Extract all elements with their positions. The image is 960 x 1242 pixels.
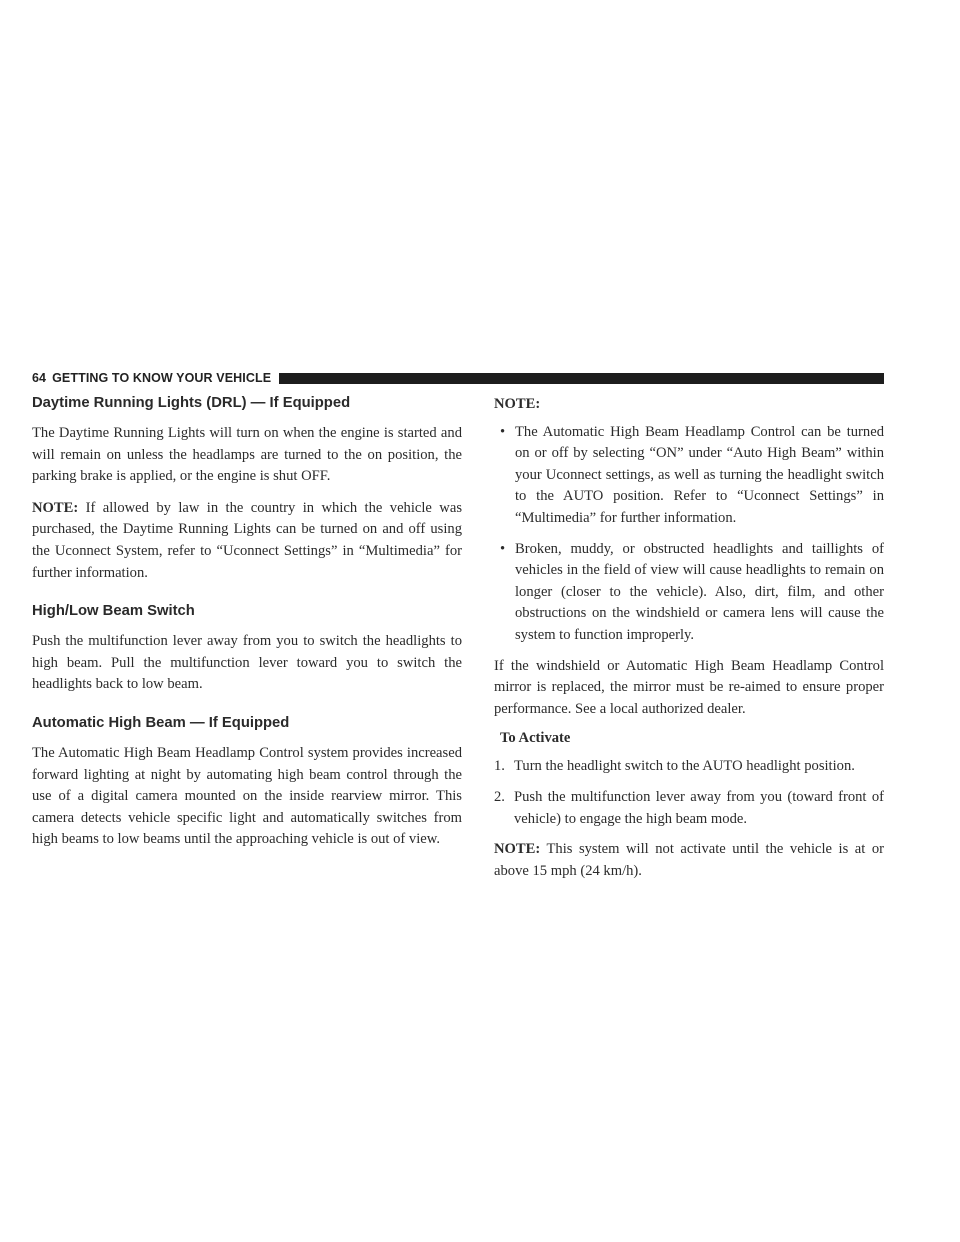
to-activate-heading: To Activate xyxy=(500,730,571,747)
step-number: 1. xyxy=(494,758,505,775)
drl-heading: Daytime Running Lights (DRL) — If Equipped xyxy=(32,395,351,411)
right-column xyxy=(494,394,884,892)
note-label: NOTE: xyxy=(32,499,79,516)
high-low-heading: High/Low Beam Switch xyxy=(32,603,195,620)
note-bullet-list xyxy=(494,422,884,647)
drl-note xyxy=(32,498,462,584)
drl-paragraph: The Daytime Running Lights will turn on when the engine is started and will remain on unless the headlamps are turned to the on position, the parking brake is applied, or the engine is shut OFF. xyxy=(32,425,462,485)
mirror-paragraph: If the windshield or Automatic High Beam Headlamp Control mirror is replaced, the mirror must be re-aimed to ensure proper performance. See a local authorized dealer. xyxy=(494,657,884,717)
bullet-icon: • xyxy=(500,540,506,557)
page-header xyxy=(32,369,884,387)
section-title: GETTING TO KNOW YOUR VEHICLE xyxy=(52,371,272,385)
list-item: 1. Turn the headlight switch to the AUTO headlight position. xyxy=(494,756,884,778)
header-rule xyxy=(279,373,884,384)
step-number: 2. xyxy=(494,788,505,805)
high-low-paragraph: Push the multifunction lever away from you to switch the headlights to high beam. Pull the multifunction lever toward you to switch the headlights back to low beam. xyxy=(32,633,462,693)
list-item: 2. Push the multifunction lever away from you (toward front of vehicle) to engage the high beam mode. xyxy=(494,788,884,827)
activation-steps xyxy=(494,756,884,830)
auto-high-beam-heading: Automatic High Beam — If Equipped xyxy=(32,714,290,731)
final-note xyxy=(494,839,884,882)
list-item: • Broken, muddy, or obstructed headlights and taillights of vehicles in the field of view will cause headlights to remain on longer (closer to the vehicle). Also, dirt, film, and other obstructions on the windshield or camera lens will cause the system to function improperly. xyxy=(500,540,884,643)
note-label: NOTE: xyxy=(494,841,541,858)
note-heading: NOTE: xyxy=(494,396,541,412)
page-number: 64 xyxy=(32,371,47,385)
bullet-icon: • xyxy=(500,423,506,440)
auto-high-beam-paragraph: The Automatic High Beam Headlamp Control system provides increased forward lighting at night by automating high beam control through the use of a digital camera mounted on the inside rearview mirror. This camera detects vehicle specific light and automatically switches from high beams to low beams until the approaching vehicle is out of view. xyxy=(32,744,462,848)
list-item: • The Automatic High Beam Headlamp Control can be turned on or off by selecting “ON” under “Auto High Beam” within your Uconnect settings, as well as turning the headlight switch to the AUTO position. Refer to “Uconnect Settings” in “Multimedia” for further information. xyxy=(500,423,884,526)
note-text: This system will not activate until the vehicle is at or above 15 mph (24 km/h). xyxy=(494,841,884,879)
left-column xyxy=(32,394,462,861)
note-text: If allowed by law in the country in which the vehicle was purchased, the Daytime Running Lights can be turned on and off using the Uconnect System, refer to “Uconnect Settings” in “Multimedia” for further information. xyxy=(32,499,462,581)
